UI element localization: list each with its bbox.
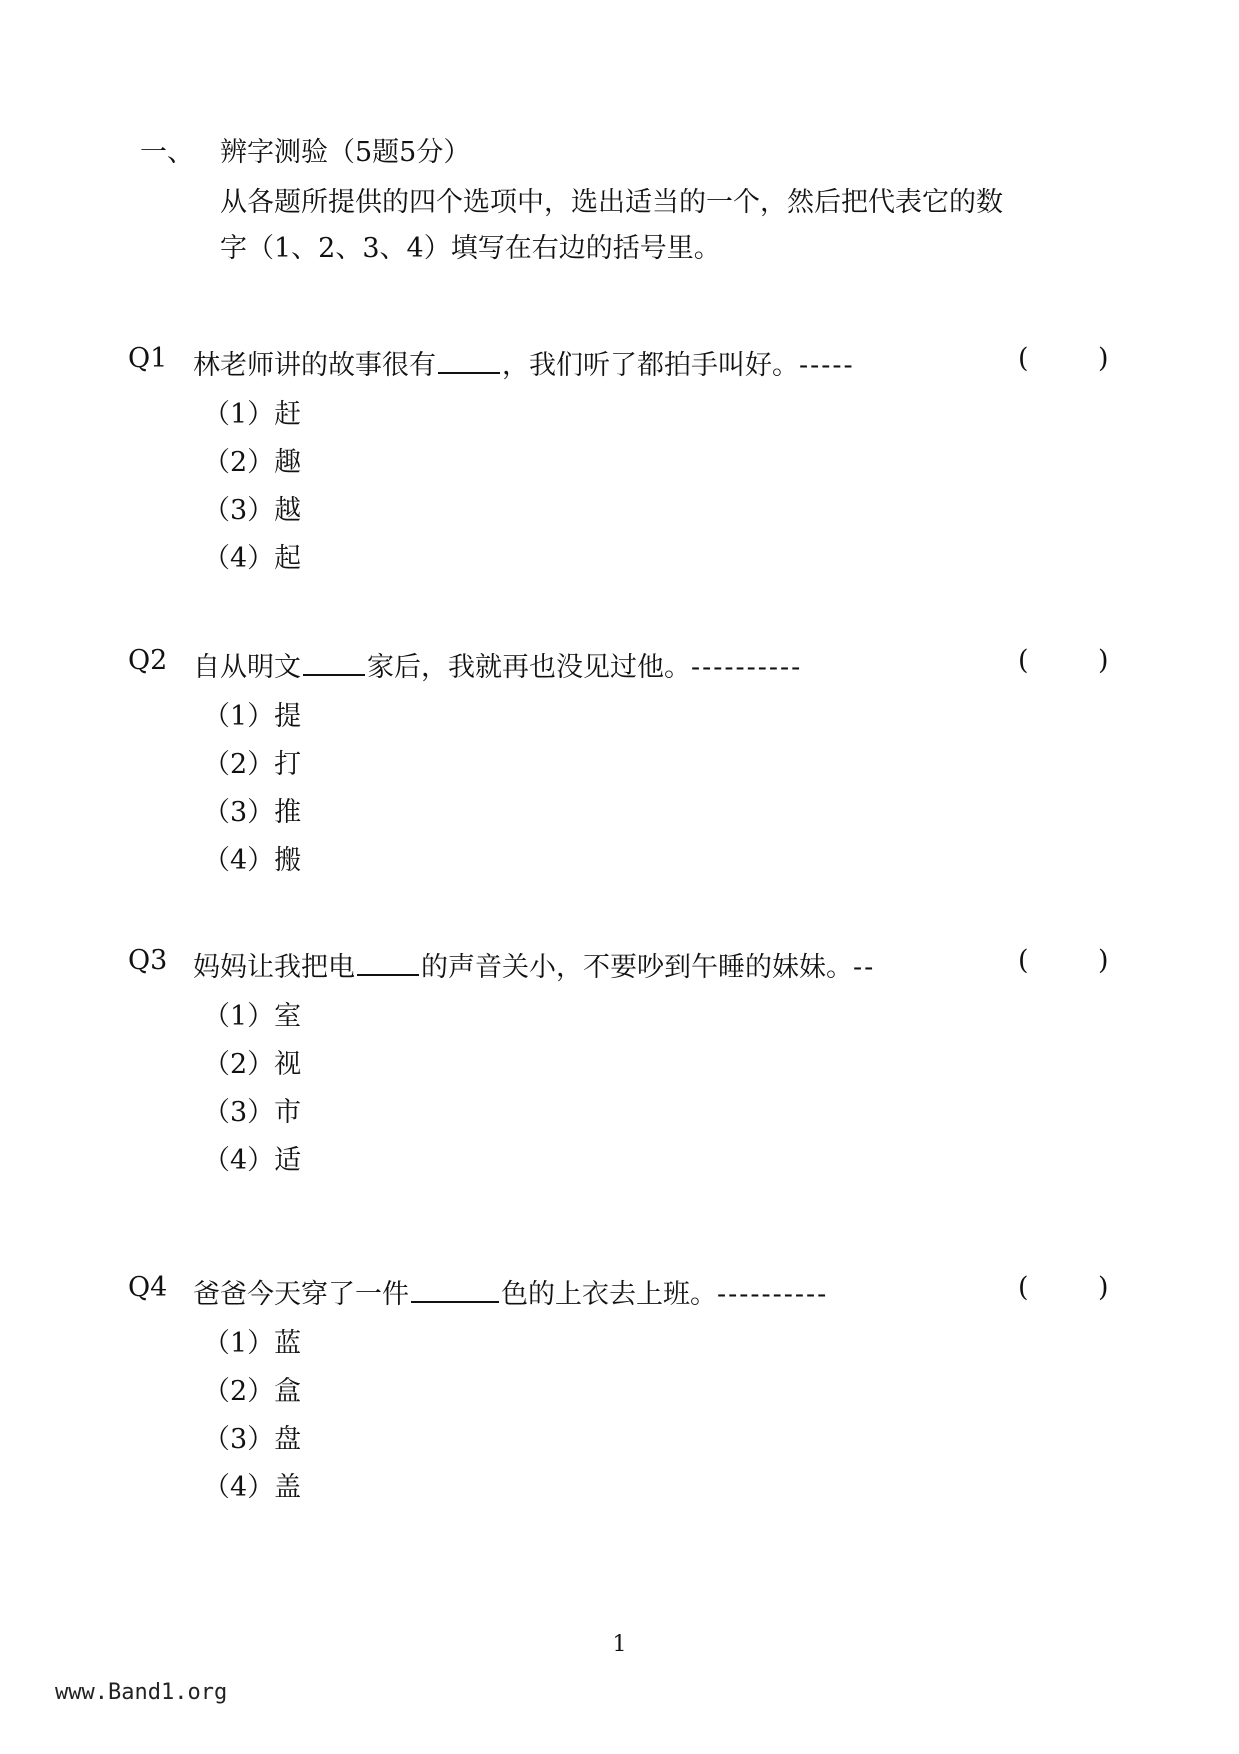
leader-dashes: ---------- — [717, 1279, 829, 1310]
option-1: （1）室 — [203, 1001, 302, 1032]
question-1 — [128, 343, 1128, 583]
answer-blank — [411, 1275, 499, 1303]
option-1: （1）蓝 — [203, 1328, 302, 1359]
option-2: （2）视 — [203, 1049, 302, 1080]
stem-after: 家后，我就再也没见过他。 — [367, 652, 691, 683]
paren-close: ) — [1098, 645, 1109, 676]
option-1: （1）赶 — [203, 399, 302, 430]
stem-before: 林老师讲的故事很有 — [193, 350, 436, 381]
section-header — [140, 130, 470, 169]
paren-close: ) — [1098, 945, 1109, 976]
stem-after: 色的上衣去上班。 — [501, 1279, 717, 1310]
option-2: （2）趣 — [203, 447, 302, 478]
question-text — [193, 645, 802, 684]
stem-before: 自从明文 — [193, 652, 301, 683]
paren-open: ( — [1018, 945, 1029, 976]
option-2: （2）盒 — [203, 1376, 302, 1407]
leader-dashes: -- — [853, 952, 876, 983]
answer-blank — [438, 346, 500, 374]
leader-dashes: ---------- — [691, 652, 803, 683]
option-4: （4）搬 — [203, 845, 302, 876]
question-stem — [128, 343, 1128, 391]
question-label: Q3 — [128, 945, 168, 976]
question-label: Q1 — [128, 343, 168, 374]
question-label: Q4 — [128, 1272, 168, 1303]
footer-url[interactable]: www.Band1.org — [55, 1680, 228, 1705]
option-4: （4）适 — [203, 1145, 302, 1176]
instruction-line-1: 从各题所提供的四个选项中，选出适当的一个，然后把代表它的数 — [220, 187, 1003, 218]
paren-close: ) — [1098, 1272, 1109, 1303]
question-stem — [128, 1272, 1128, 1320]
answer-blank — [357, 948, 419, 976]
section-title: 辨字测验（5题5分） — [220, 137, 471, 168]
answer-blank — [303, 648, 365, 676]
question-label: Q2 — [128, 645, 168, 676]
question-text — [193, 1272, 828, 1311]
stem-after: 的声音关小，不要吵到午睡的妹妹。 — [421, 952, 853, 983]
question-2 — [128, 645, 1128, 885]
question-text — [193, 343, 855, 382]
stem-before: 妈妈让我把电 — [193, 952, 355, 983]
option-3: （3）推 — [203, 797, 302, 828]
section-number: 一、 — [140, 137, 194, 168]
stem-after: ，我们听了都拍手叫好。 — [502, 350, 799, 381]
question-4 — [128, 1272, 1128, 1512]
option-4: （4）起 — [203, 543, 302, 574]
paren-close: ) — [1098, 343, 1109, 374]
stem-before: 爸爸今天穿了一件 — [193, 1279, 409, 1310]
page-number: 1 — [612, 1632, 627, 1657]
option-3: （3）越 — [203, 495, 302, 526]
question-text — [193, 945, 875, 984]
option-3: （3）市 — [203, 1097, 302, 1128]
question-stem — [128, 645, 1128, 693]
option-4: （4）盖 — [203, 1472, 302, 1503]
leader-dashes: ----- — [799, 350, 855, 381]
option-1: （1）提 — [203, 701, 302, 732]
paren-open: ( — [1018, 1272, 1029, 1303]
question-stem — [128, 945, 1128, 993]
question-3 — [128, 945, 1128, 1185]
instruction-line-2: 字（1、2、3、4）填写在右边的括号里。 — [220, 233, 721, 264]
paren-open: ( — [1018, 343, 1029, 374]
option-3: （3）盘 — [203, 1424, 302, 1455]
paren-open: ( — [1018, 645, 1029, 676]
option-2: （2）打 — [203, 749, 302, 780]
